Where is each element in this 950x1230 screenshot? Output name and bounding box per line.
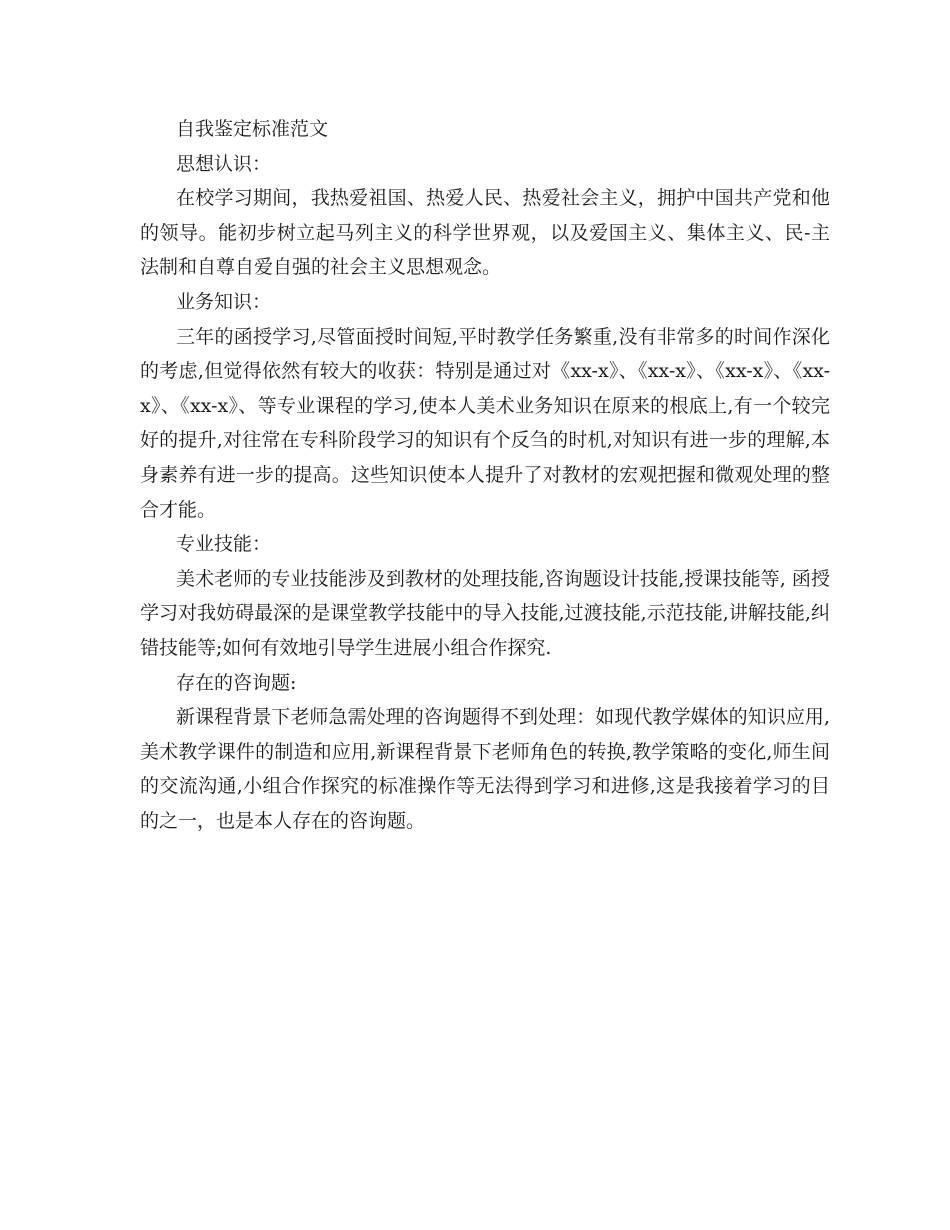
section-heading-problems: 存在的咨询题: [176, 671, 297, 694]
section-heading-business: 业务知识： [176, 290, 272, 313]
document-title: 自我鉴定标准范文 [176, 118, 329, 140]
section-heading-skills: 专业技能： [176, 533, 272, 556]
section-body-skills: 美术老师的专业技能涉及到教材的处理技能,咨询题设计技能,授课技能等, 函授学习对我妨碍最深的是课堂教学技能中的导入技能,过渡技能,示范技能,讲解技能,纠错技能等;如何有效地引导学生进展小组合作探究. [140, 567, 830, 659]
document-page [140, 112, 830, 838]
section-body-problems: 新课程背景下老师急需处理的咨询题得不到处理：如现代教学媒体的知识应用,美术教学课件的制造和应用,新课程背景下老师角色的转换,教学策略的变化,师生间的交流沟通,小组合作探究的标准操作等无法得到学习和进修,这是我接着学习的目的之一，也是本人存在的咨询题。 [140, 706, 830, 832]
section-body-thought: 在校学习期间，我热爱祖国、热爱人民、热爱社会主义，拥护中国共产党和他的领导。能初步树立起马列主义的科学世界观，以及爱国主义、集体主义、民-主法制和自尊自爱自强的社会主义思想观念。 [140, 187, 830, 279]
section-heading-thought: 思想认识： [176, 152, 272, 175]
section-body-business: 三年的函授学习,尽管面授时间短,平时教学任务繁重,没有非常多的时间作深化的考虑,但觉得依然有较大的收获：特别是通过对《xx-x》、《xx-x》、《xx-x》、《xx-x》、《xx-x》、等专业课程的学习,使本人美术业务知识在原来的根底上,有一个较完好的提升,对往常在专科阶段学习的知识有个反刍的时机,对知识有进一步的理解,本身素养有进一步的提高。这些知识使本人提升了对教材的宏观把握和微观处理的整合才能。 [140, 325, 830, 521]
